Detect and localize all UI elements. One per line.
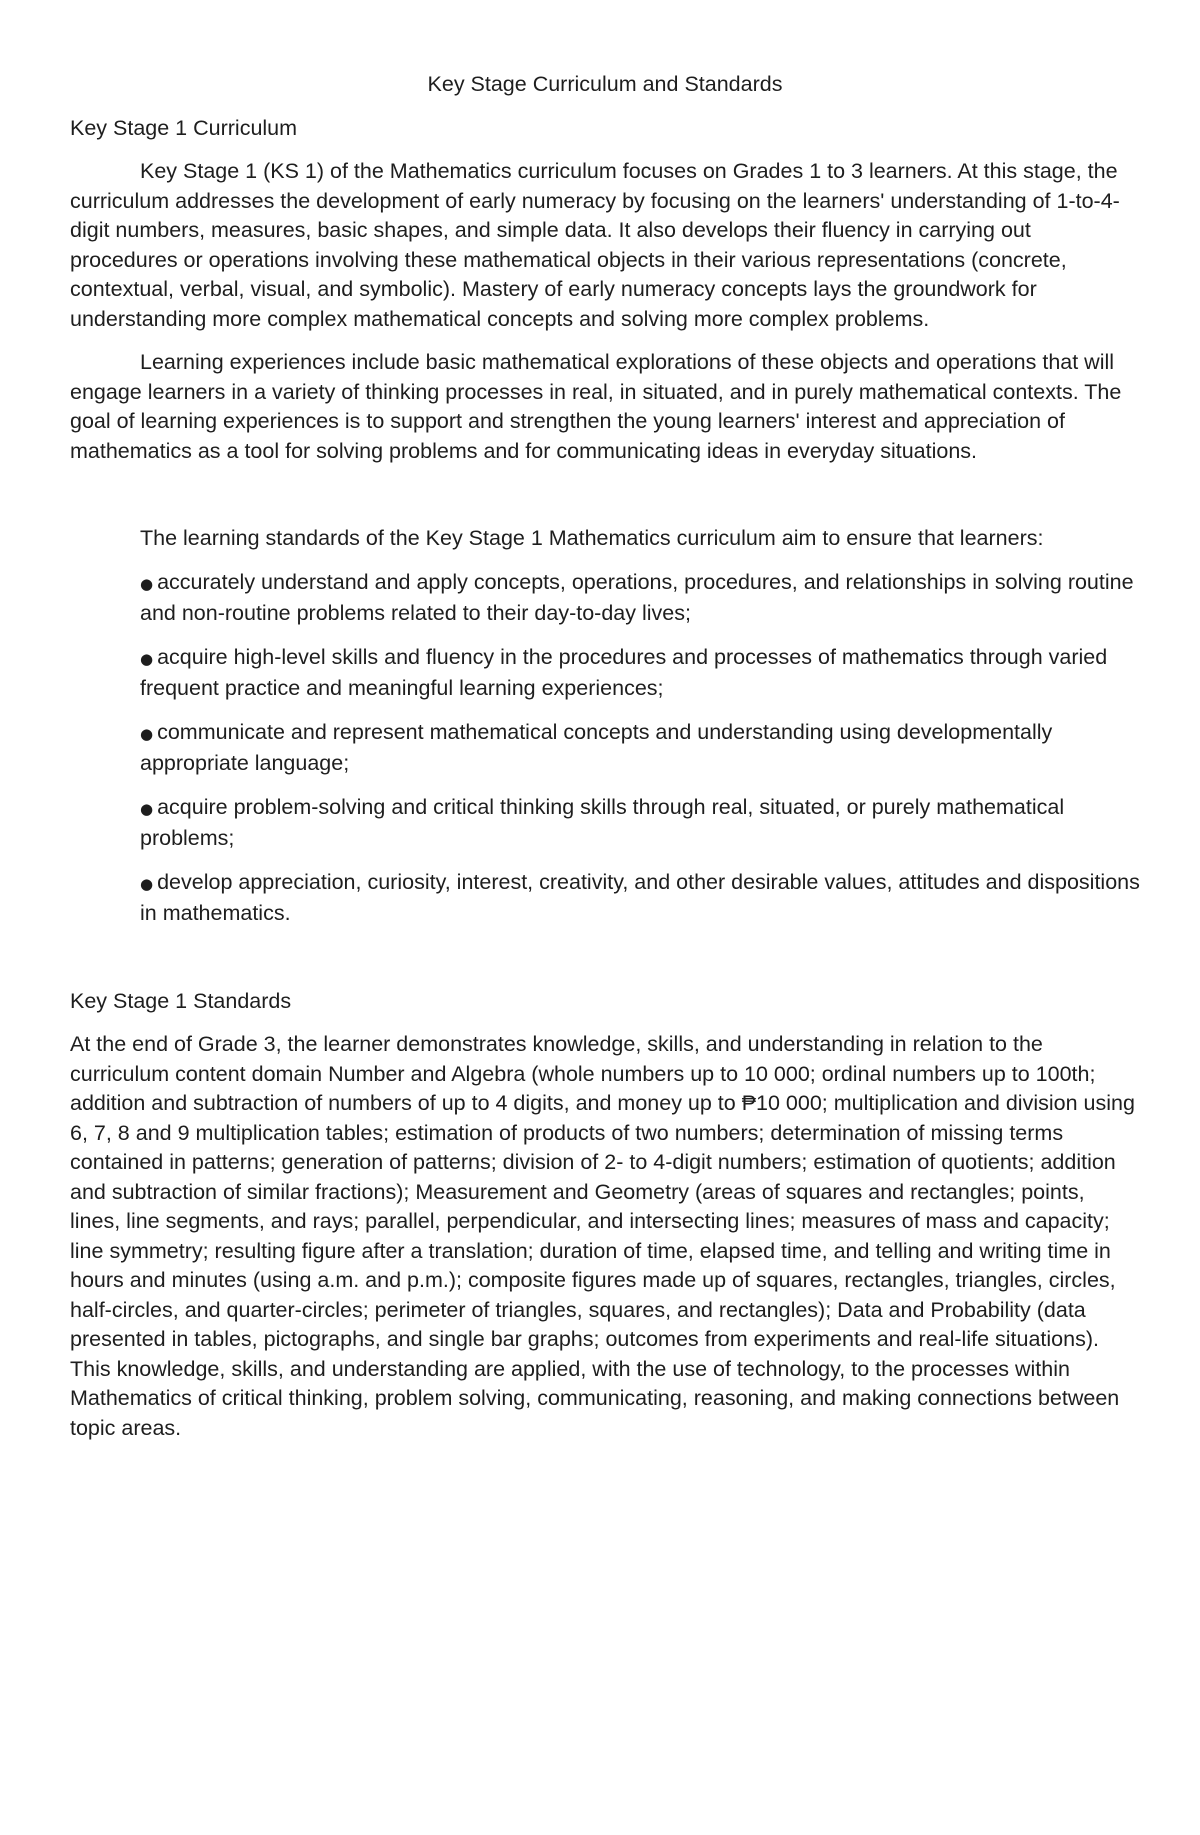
bullet-text: communicate and represent mathematical concepts and understanding using developmentally appropriate language; xyxy=(140,719,1053,775)
bullet-icon: ● xyxy=(140,649,154,668)
bullet-icon: ● xyxy=(140,874,154,893)
bullet-text: acquire high-level skills and fluency in the procedures and processes of mathematics through varied frequent practice and meaningful learning experiences; xyxy=(140,644,1108,700)
list-item xyxy=(140,793,1140,854)
bullet-icon: ● xyxy=(140,724,154,743)
bullet-text: accurately understand and apply concepts, operations, procedures, and relationships in solving routine and non-routine problems related to their day-to-day lives; xyxy=(140,569,1134,625)
section-spacer xyxy=(70,480,1140,524)
standards-heading: Key Stage 1 Standards xyxy=(70,988,292,1013)
list-item xyxy=(140,868,1140,929)
curriculum-heading: Key Stage 1 Curriculum xyxy=(70,115,298,140)
bullet-text: develop appreciation, curiosity, interest, creativity, and other desirable values, attitudes and dispositions in mathematics. xyxy=(140,869,1140,925)
section-spacer xyxy=(70,943,1140,987)
standards-intro: The learning standards of the Key Stage 1 Mathematics curriculum aim to ensure that learners: xyxy=(140,526,1044,550)
bullet-text: acquire problem-solving and critical thinking skills through real, situated, or purely mathematical problems; xyxy=(140,794,1065,850)
list-item xyxy=(140,718,1140,779)
bullet-icon: ● xyxy=(140,574,154,593)
standards-bullet-list xyxy=(70,568,1140,929)
standards-paragraph: At the end of Grade 3, the learner demonstrates knowledge, skills, and understanding in relation to the curriculum content domain Number and Algebra (whole numbers up to 10 000; ordinal numbers up to 100th; addition and subtraction of numbers of up to 4 digits, and money up to ₱10 000; multiplication and division using 6, 7, 8 and 9 multiplication tables; estimation of products of two numbers; determination of missing terms contained in patterns; generation of patterns; division of 2- to 4-digit numbers; estimation of quotients; addition and subtraction of similar fractions); Measurement and Geometry (areas of squares and rectangles; points, lines, line segments, and rays; parallel, perpendicular, and intersecting lines; measures of mass and capacity; line symmetry; resulting figure after a translation; duration of time, elapsed time, and telling and writing time in hours and minutes (using a.m. and p.m.); composite figures made up of squares, rectangles, triangles, circles, half-circles, and quarter-circles; perimeter of triangles, squares, and rectangles); Data and Probability (data presented in tables, pictographs, and single bar graphs; outcomes from experiments and real-life situations). This knowledge, skills, and understanding are applied, with the use of technology, to the processes within Mathematics of critical thinking, problem solving, communicating, reasoning, and making connections between topic areas. xyxy=(70,1032,1135,1440)
document-title: Key Stage Curriculum and Standards xyxy=(427,72,783,96)
curriculum-paragraph-1: Key Stage 1 (KS 1) of the Mathematics curriculum focuses on Grades 1 to 3 learners. At this stage, the curriculum addresses the development of early numeracy by focusing on the learners' understanding of 1-to-4-digit numbers, measures, basic shapes, and simple data. It also develops their fluency in carrying out procedures or operations involving these mathematical objects in their various representations (concrete, contextual, verbal, visual, and symbolic). Mastery of early numeracy concepts lays the groundwork for understanding more complex mathematical concepts and solving more complex problems. xyxy=(70,159,1120,331)
list-item xyxy=(140,568,1140,629)
document-page xyxy=(70,70,1140,1457)
bullet-icon: ● xyxy=(140,799,154,818)
curriculum-paragraph-2: Learning experiences include basic mathematical explorations of these objects and operations that will engage learners in a variety of thinking processes in real, in situated, and in purely mathematical contexts. The goal of learning experiences is to support and strengthen the young learners' interest and appreciation of mathematics as a tool for solving problems and for communicating ideas in everyday situations. xyxy=(70,350,1122,463)
list-item xyxy=(140,643,1140,704)
